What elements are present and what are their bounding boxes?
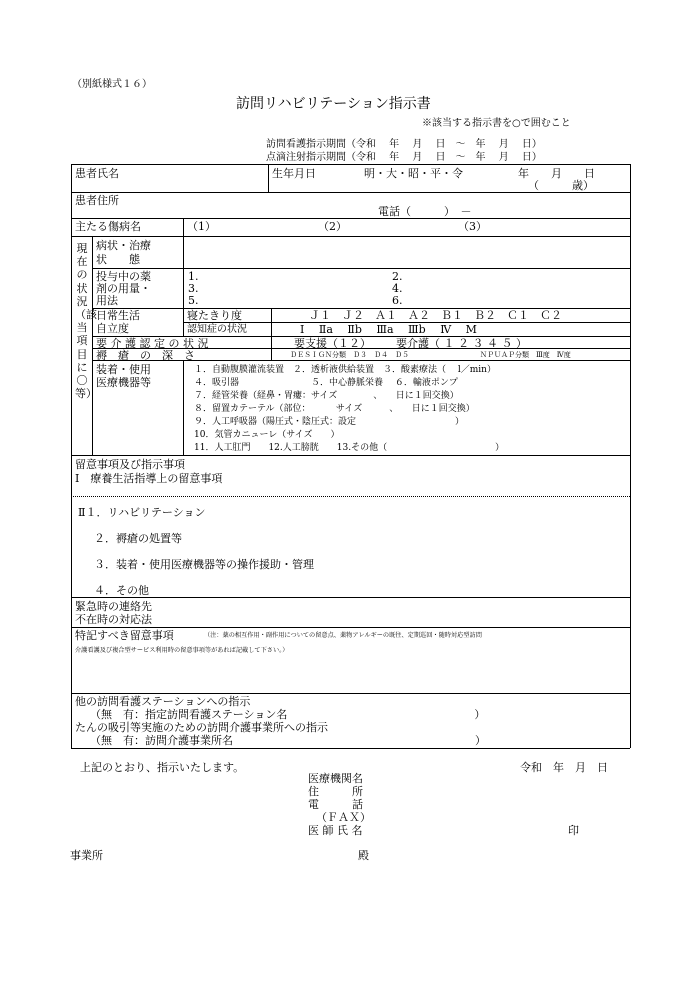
birth-divider xyxy=(268,164,269,192)
rehab-item: Ⅱ１．リハビリテーション xyxy=(78,506,206,519)
infusion-period: 点滴注射指示期間（令和 年 月 日 ～ 年 月 日） xyxy=(266,152,542,163)
fax-label: （ＦＡＸ） xyxy=(316,811,371,824)
med-num-1: 1. xyxy=(188,270,199,283)
medication-label: 投与中の薬 xyxy=(96,270,151,283)
pressure-npuap[interactable]: ＮＰＵＡＰ分類 Ⅲ度 Ⅳ度 xyxy=(480,351,571,359)
med-num-3: 3. xyxy=(188,282,199,295)
table-left-border xyxy=(71,164,72,748)
bedridden-options[interactable]: Ｊ１ Ｊ２ Ａ１ Ａ２ Ｂ１ Ｂ２ Ｃ１ Ｃ２ xyxy=(309,309,562,322)
disease-slot-2[interactable]: （2） xyxy=(318,220,347,233)
pressure-care-item: ２．褥瘡の処置等 xyxy=(94,532,182,545)
row-divider xyxy=(71,627,630,628)
table-right-border xyxy=(630,164,631,748)
disease-label: 主たる傷病名 xyxy=(75,220,141,233)
condition-label: 病状・治療 xyxy=(96,239,151,252)
doctor-name-label: 医 師 氏 名 xyxy=(308,824,363,837)
form-number: （別紙様式１６） xyxy=(72,79,152,90)
med-num-6: 6. xyxy=(392,294,403,307)
disease-slot-1[interactable]: （1） xyxy=(187,220,216,233)
age: （ 歳） xyxy=(528,179,594,192)
condition-label-2: 状 態 xyxy=(96,253,140,266)
lifestyle-section: Ⅰ 療養生活指導上の留意事項 xyxy=(75,472,223,485)
row-divider xyxy=(71,236,630,237)
phone-label: 電 話 xyxy=(308,798,363,811)
row-divider xyxy=(71,597,630,598)
statement: 上記のとおり、指示いたします。 xyxy=(80,761,245,774)
seal-mark: 印 xyxy=(568,824,579,837)
daily-life-label: 日常生活 xyxy=(96,309,140,322)
pressure-design[interactable]: ＤＥＳＩＧＮ分類 Ｄ３ Ｄ４ Ｄ５ xyxy=(290,351,409,359)
med-num-4: 4. xyxy=(392,282,403,295)
dementia-options[interactable]: Ⅰ Ⅱa Ⅱb Ⅲa Ⅲb Ⅳ M xyxy=(300,323,477,336)
daily-life-label-2: 自立度 xyxy=(96,322,129,335)
device-item[interactable]: ９．人工呼吸器（陽圧式・陰圧式：設定 ） xyxy=(194,417,465,427)
birth-label: 生年月日 xyxy=(272,167,316,180)
device-item[interactable]: １．自動腹膜灌流装置 ２．透析液供給装置 ３．酸素療法（ l／min） xyxy=(194,365,496,375)
status-vertical-label: 現在の状況（該当項目に〇等） xyxy=(75,242,97,401)
med-num-5: 5. xyxy=(188,294,199,307)
circle-note: ※該当する指示書を○で囲むこと xyxy=(422,118,571,129)
institution-label: 医療機関名 xyxy=(308,772,363,785)
suction-office-line[interactable]: （無 有：訪問介護事業所名 ） xyxy=(90,734,486,747)
issue-date: 令和 年 月 日 xyxy=(520,761,608,774)
device-label: 装着・使用 xyxy=(96,363,151,376)
row-divider xyxy=(71,455,630,456)
patient-address-label: 患者住所 xyxy=(75,194,119,207)
device-item[interactable]: ７．経管栄養（経鼻・胃瘻：サイズ 、 日に１回交換） xyxy=(194,391,459,401)
other-station-line[interactable]: （無 有：指定訪問看護ステーション名 ） xyxy=(90,708,486,721)
care-level-label: 要 介 護 認 定 の 状 況 xyxy=(96,337,209,350)
status-col-2 xyxy=(183,236,184,318)
special-notes-label: 特記すべき留意事項 xyxy=(75,629,174,642)
table-bottom-border xyxy=(71,748,630,749)
special-notes-detail: （注：薬の相互作用・副作用についての留意点、薬物アレルギーの既往、定期巡回・随時対応型訪問 xyxy=(204,632,482,639)
address-label: 住 所 xyxy=(308,785,363,798)
other-item: ４．その他 xyxy=(94,584,149,597)
disease-divider xyxy=(183,218,184,236)
office-label: 事業所 xyxy=(70,849,103,862)
device-item[interactable]: ８．留置カテーテル（部位： サイズ 、 日に１回交換） xyxy=(194,404,475,414)
med-num-2: 2. xyxy=(392,270,403,283)
device-item[interactable]: 10．気管カニューレ（サイズ ） xyxy=(194,430,340,440)
instructions-heading: 留意事項及び指示事項 xyxy=(75,458,185,471)
table-top-border xyxy=(71,164,630,165)
device-item[interactable]: ４．吸引器 ５．中心静脈栄養 ６．輸液ポンプ xyxy=(194,378,458,388)
nursing-period: 訪問看護指示期間（令和 年 月 日 ～ 年 月 日） xyxy=(266,139,542,150)
special-notes-detail-2: 介護看護及び複合型サービス利用時の留意事項等があれば記載して下さい。） xyxy=(75,647,289,654)
row-divider xyxy=(92,268,630,269)
dotted-divider xyxy=(71,496,630,497)
emergency-contact-label: 緊急時の連絡先 xyxy=(75,600,152,613)
row-divider xyxy=(71,192,630,193)
phone: 電話（ ） － xyxy=(378,205,472,218)
other-station-label: 他の訪問看護ステーションへの指示 xyxy=(75,695,251,708)
row-divider xyxy=(71,218,630,219)
suction-office-label: たんの吸引等実施のための訪問介護事業所への指示 xyxy=(75,721,328,734)
honorific: 殿 xyxy=(358,849,369,862)
device-divider xyxy=(183,360,184,455)
medication-label-3: 用法 xyxy=(96,294,118,307)
patient-name-label: 患者氏名 xyxy=(75,167,119,180)
bedridden-label: 寝たきり度 xyxy=(187,309,242,322)
disease-slot-3[interactable]: （3） xyxy=(458,220,487,233)
row-divider xyxy=(71,693,630,694)
care-support[interactable]: 要支援（１２） xyxy=(294,337,371,350)
device-label-2: 医療機器等 xyxy=(96,376,151,389)
page-title: 訪問リハビリテーション指示書 xyxy=(236,96,431,112)
dementia-label: 認知症の状況 xyxy=(187,324,247,335)
care-need[interactable]: 要介護（ １ ２ ３ ４ ５ ） xyxy=(396,337,527,350)
medication-label-2: 剤の用量・ xyxy=(96,282,151,295)
device-support-item: ３．装着・使用医療機器等の操作援助・管理 xyxy=(94,558,314,571)
device-item[interactable]: 11．人工肛門 12.人工膀胱 13.その他（ ） xyxy=(194,443,505,453)
absence-response-label: 不在時の対応法 xyxy=(75,613,152,626)
era-options[interactable]: 明・大・昭・平・令 xyxy=(364,167,463,180)
birth-ymd: 年 月 日 xyxy=(518,167,595,180)
pressure-ulcer-label: 褥 瘡 の 深 さ xyxy=(96,349,195,362)
